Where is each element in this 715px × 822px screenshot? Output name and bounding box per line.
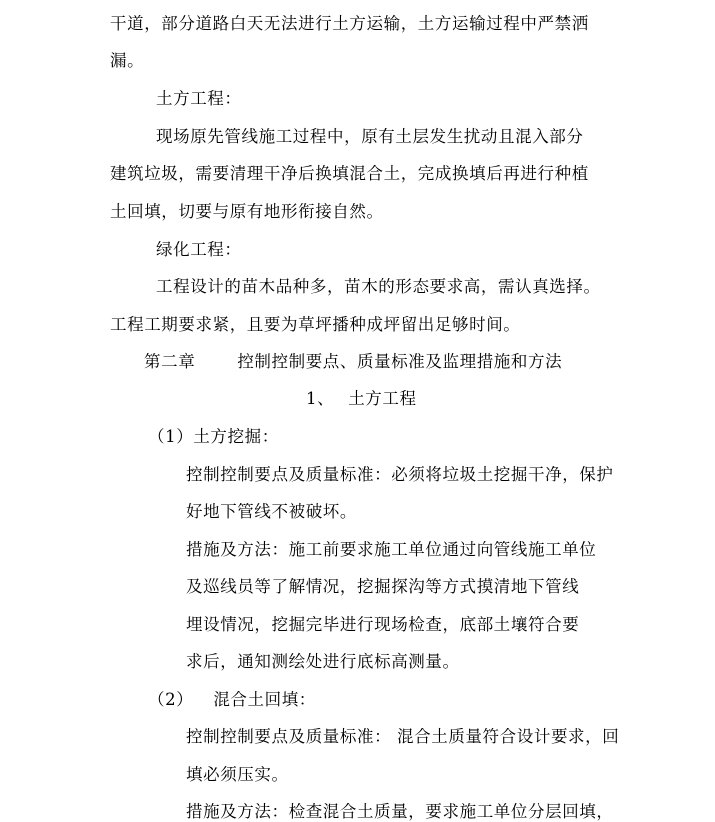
section-title: 土方工程 [348,389,417,408]
chapter-title: 控制控制要点、质量标准及监理措施和方法 [237,352,563,371]
paragraph-line: 工程设计的苗木品种多，苗木的形态要求高，需认真选择。 [156,277,601,296]
item-title: 混合土回填： [213,690,316,709]
chapter-number: 第二章 [144,352,196,371]
item-text-line: 求后，通知测绘处进行底标高测量。 [186,652,460,671]
section-number: 1、 [306,389,335,408]
item-text-line: 好地下管线不被破坏。 [186,502,357,521]
item-heading [148,690,316,710]
item-text-line: 控制控制要点及质量标准： 混合土质量符合设计要求，回 [186,727,620,746]
item-text-line: 控制控制要点及质量标准：必须将垃圾土挖掘干净，保护 [186,465,614,484]
paragraph-line: 漏。 [110,51,145,70]
heading-earthwork: 土方工程： [156,89,242,108]
item-text-line: 措施及方法：检查混合土质量，要求施工单位分层回填， [186,802,614,821]
item-number: （1） [148,427,194,446]
item-heading [148,427,279,447]
item-text-line: 埋设情况，挖掘完毕进行现场检查，底部土壤符合要 [186,615,580,634]
item-text-line: 措施及方法：施工前要求施工单位通过向管线施工单位 [186,540,597,559]
item-title: 土方挖掘： [193,427,279,446]
paragraph-line: 土回填，切要与原有地形衔接自然。 [110,202,384,221]
paragraph-line: 建筑垃圾，需要清理干净后换填混合土，完成换填后再进行种植 [110,164,589,183]
paragraph-line: 现场原先管线施工过程中，原有土层发生扰动且混入部分 [156,127,584,146]
paragraph-line: 工程工期要求紧，且要为草坪播种成坪留出足够时间。 [110,315,521,334]
chapter-heading [144,352,562,372]
section-heading [306,389,417,409]
heading-greening: 绿化工程： [156,240,242,259]
paragraph-line: 干道，部分道路白天无法进行土方运输，土方运输过程中严禁洒 [110,14,589,33]
item-number: （2） [148,690,194,709]
item-text-line: 填必须压实。 [186,765,289,784]
item-text-line: 及巡线员等了解情况，挖掘探沟等方式摸清地下管线 [186,577,580,596]
